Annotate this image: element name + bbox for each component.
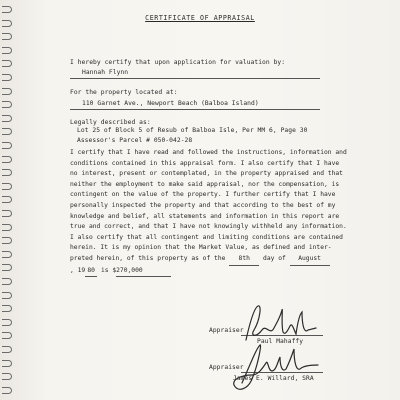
binding-ring xyxy=(2,6,12,13)
value-date-line: preted herein, of this property as of the 8th day of August xyxy=(70,254,390,266)
binding-ring xyxy=(2,101,12,108)
property-address-line xyxy=(70,109,320,110)
certification-body xyxy=(70,148,390,277)
legal-label: Legally described as: xyxy=(70,119,151,126)
appraiser-name-1: Paul Mahaffy xyxy=(257,338,304,345)
binding-ring xyxy=(2,224,12,231)
binding-ring xyxy=(2,47,12,54)
body-line: conditions contained in this appraisal form. I also certify that I have xyxy=(70,159,340,167)
binding-ring xyxy=(2,128,12,135)
binding-ring xyxy=(2,360,12,367)
binding-ring xyxy=(2,196,12,203)
binding-ring xyxy=(2,332,12,339)
value-amount-line: , 19 80 is $270,000 xyxy=(70,266,390,278)
binding-ring xyxy=(2,210,12,217)
binding-ring xyxy=(2,346,12,353)
binding-ring xyxy=(2,292,12,299)
body-line: I certify that I have read and followed the instructions, information and xyxy=(70,149,347,156)
binding-ring xyxy=(2,74,12,81)
binding-ring xyxy=(2,305,12,312)
assessor-parcel: Assessor's Parcel # 050-042-28 xyxy=(77,137,193,144)
binding-ring xyxy=(2,60,12,67)
client-name-line xyxy=(70,78,320,79)
certificate-title: CERTIFICATE OF APPRAISAL xyxy=(145,14,255,22)
binding-ring xyxy=(2,169,12,176)
month-field: August xyxy=(290,254,330,266)
binding-ring xyxy=(2,387,12,394)
property-address: 110 Garnet Ave., Newport Beach (Balboa Island) xyxy=(82,100,259,107)
body-line: personally inspected the property and that according to the best of my xyxy=(70,201,336,209)
year-field: 80 xyxy=(85,266,97,278)
body-line: knowledge and belief, all statements and information in this report are xyxy=(70,212,340,220)
day-field: 8th xyxy=(229,254,259,266)
binding-ring xyxy=(2,264,12,271)
binding-ring xyxy=(2,183,12,190)
binding-ring xyxy=(2,115,12,122)
spiral-binding xyxy=(0,0,18,400)
signature-2 xyxy=(222,335,332,397)
intro-text: I hereby certify that upon application for valuation by: xyxy=(70,59,286,66)
binding-ring xyxy=(2,251,12,258)
binding-ring xyxy=(2,237,12,244)
appraiser-name-2: James E. Willard, SRA xyxy=(233,375,314,382)
binding-ring xyxy=(2,33,12,40)
binding-ring xyxy=(2,278,12,285)
amount-field: 270,000 xyxy=(116,266,171,278)
binding-ring xyxy=(2,88,12,95)
body-line: neither the employment to make said appraisal, nor the compensation, is xyxy=(70,180,340,188)
binding-ring xyxy=(2,142,12,149)
appraiser-label-1: Appraiser xyxy=(209,327,244,334)
binding-ring xyxy=(2,156,12,163)
client-name: Hannah Flynn xyxy=(82,69,129,76)
property-intro: For the property located at: xyxy=(70,89,178,96)
body-line: no interest, present or contemplated, in the property appraised and that xyxy=(70,170,343,178)
binding-ring xyxy=(2,373,12,380)
body-line: true and correct, and that I have not knowingly withheld any information. xyxy=(70,223,347,231)
binding-ring xyxy=(2,319,12,326)
appraiser-label-2: Appraiser xyxy=(209,364,244,371)
body-line: herein. It is my opinion that the Market Value, as defined and inter- xyxy=(70,244,332,252)
legal-description: Lot 25 of Block 5 of Resub of Balboa Isle, Per MM 6, Page 30 xyxy=(77,127,308,134)
body-line: I also certify that all contingent and limiting conditions are contained xyxy=(70,233,343,241)
body-line: contingent on the value of the property. I further certify that I have xyxy=(70,191,336,199)
